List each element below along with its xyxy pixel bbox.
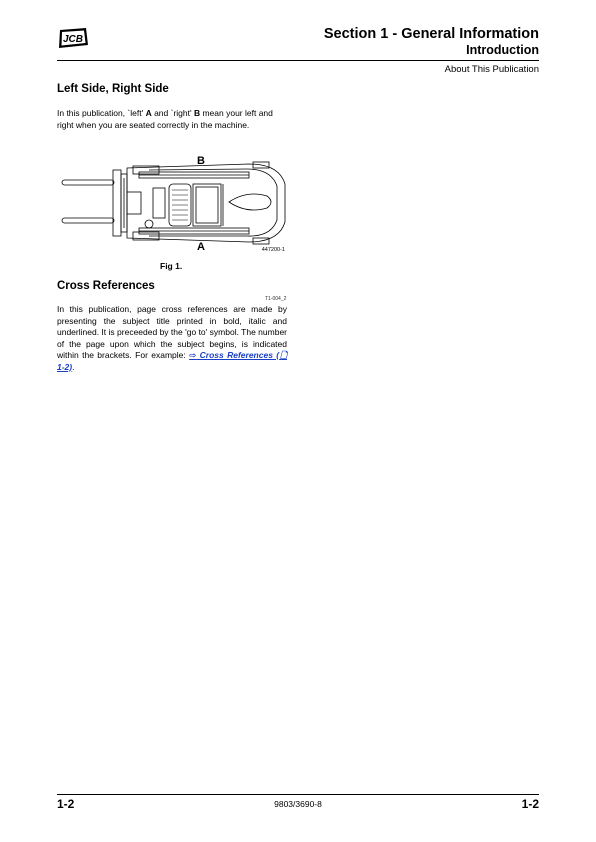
topic-title: About This Publication	[444, 64, 539, 75]
sub-title: Introduction	[466, 43, 539, 57]
paragraph-cross-references	[57, 304, 287, 373]
marker-a: A	[145, 108, 152, 118]
section-title: Section 1 - General Information	[323, 26, 539, 42]
fork-lower	[62, 218, 114, 223]
figure-label-a: A	[197, 241, 205, 253]
link-page: 1-2)	[57, 361, 73, 372]
footer-rule	[57, 794, 539, 795]
carriage	[113, 170, 121, 236]
paragraph-line-2: right when you are seated correctly in the machine.	[57, 119, 250, 130]
go-to-arrow-icon: ⇨	[189, 350, 197, 360]
marker-b: B	[193, 108, 201, 118]
battery-compartment	[193, 184, 221, 226]
paragraph-line-1	[57, 108, 289, 120]
figure-caption: Fig 1.	[160, 261, 183, 271]
jcb-logo	[57, 27, 89, 49]
figure-image-ref: 447200-1	[261, 247, 285, 253]
figure-label-b: B	[197, 155, 205, 167]
fork-upper	[62, 180, 114, 185]
trailing-period: .	[72, 361, 75, 372]
page-icon: 🗋	[279, 350, 287, 360]
heading-left-right: Left Side, Right Side	[57, 83, 169, 95]
forklift-top-view-figure	[57, 150, 289, 258]
jcb-logo-text: JCB	[62, 34, 84, 45]
heading-cross-references: Cross References	[57, 280, 155, 292]
counterweight	[229, 194, 271, 210]
page-number-right: 1-2	[521, 797, 539, 811]
text-run: mean your left and	[200, 108, 273, 118]
link-text: Cross References (	[196, 350, 280, 360]
document-number: 9803/3690-8	[274, 799, 322, 809]
paragraph-left-right	[57, 108, 289, 131]
header-rule	[57, 60, 539, 61]
reference-code: T1-004_2	[265, 296, 287, 302]
page-number-left: 1-2	[57, 797, 75, 811]
text-run: and `right'	[151, 108, 194, 118]
machine-body	[127, 164, 285, 242]
text-run: In this publication, `left'	[57, 108, 146, 118]
steering-console	[153, 188, 165, 218]
paragraph-text: In this publication, page cross references are made by presenting the subject title printed in bold, italic and underlined. It is preceeded by the 'go to' symbol. The number of the page upon which the subject begins, is indicated within the brackets. For example:	[57, 304, 287, 360]
steering-wheel	[145, 220, 153, 228]
